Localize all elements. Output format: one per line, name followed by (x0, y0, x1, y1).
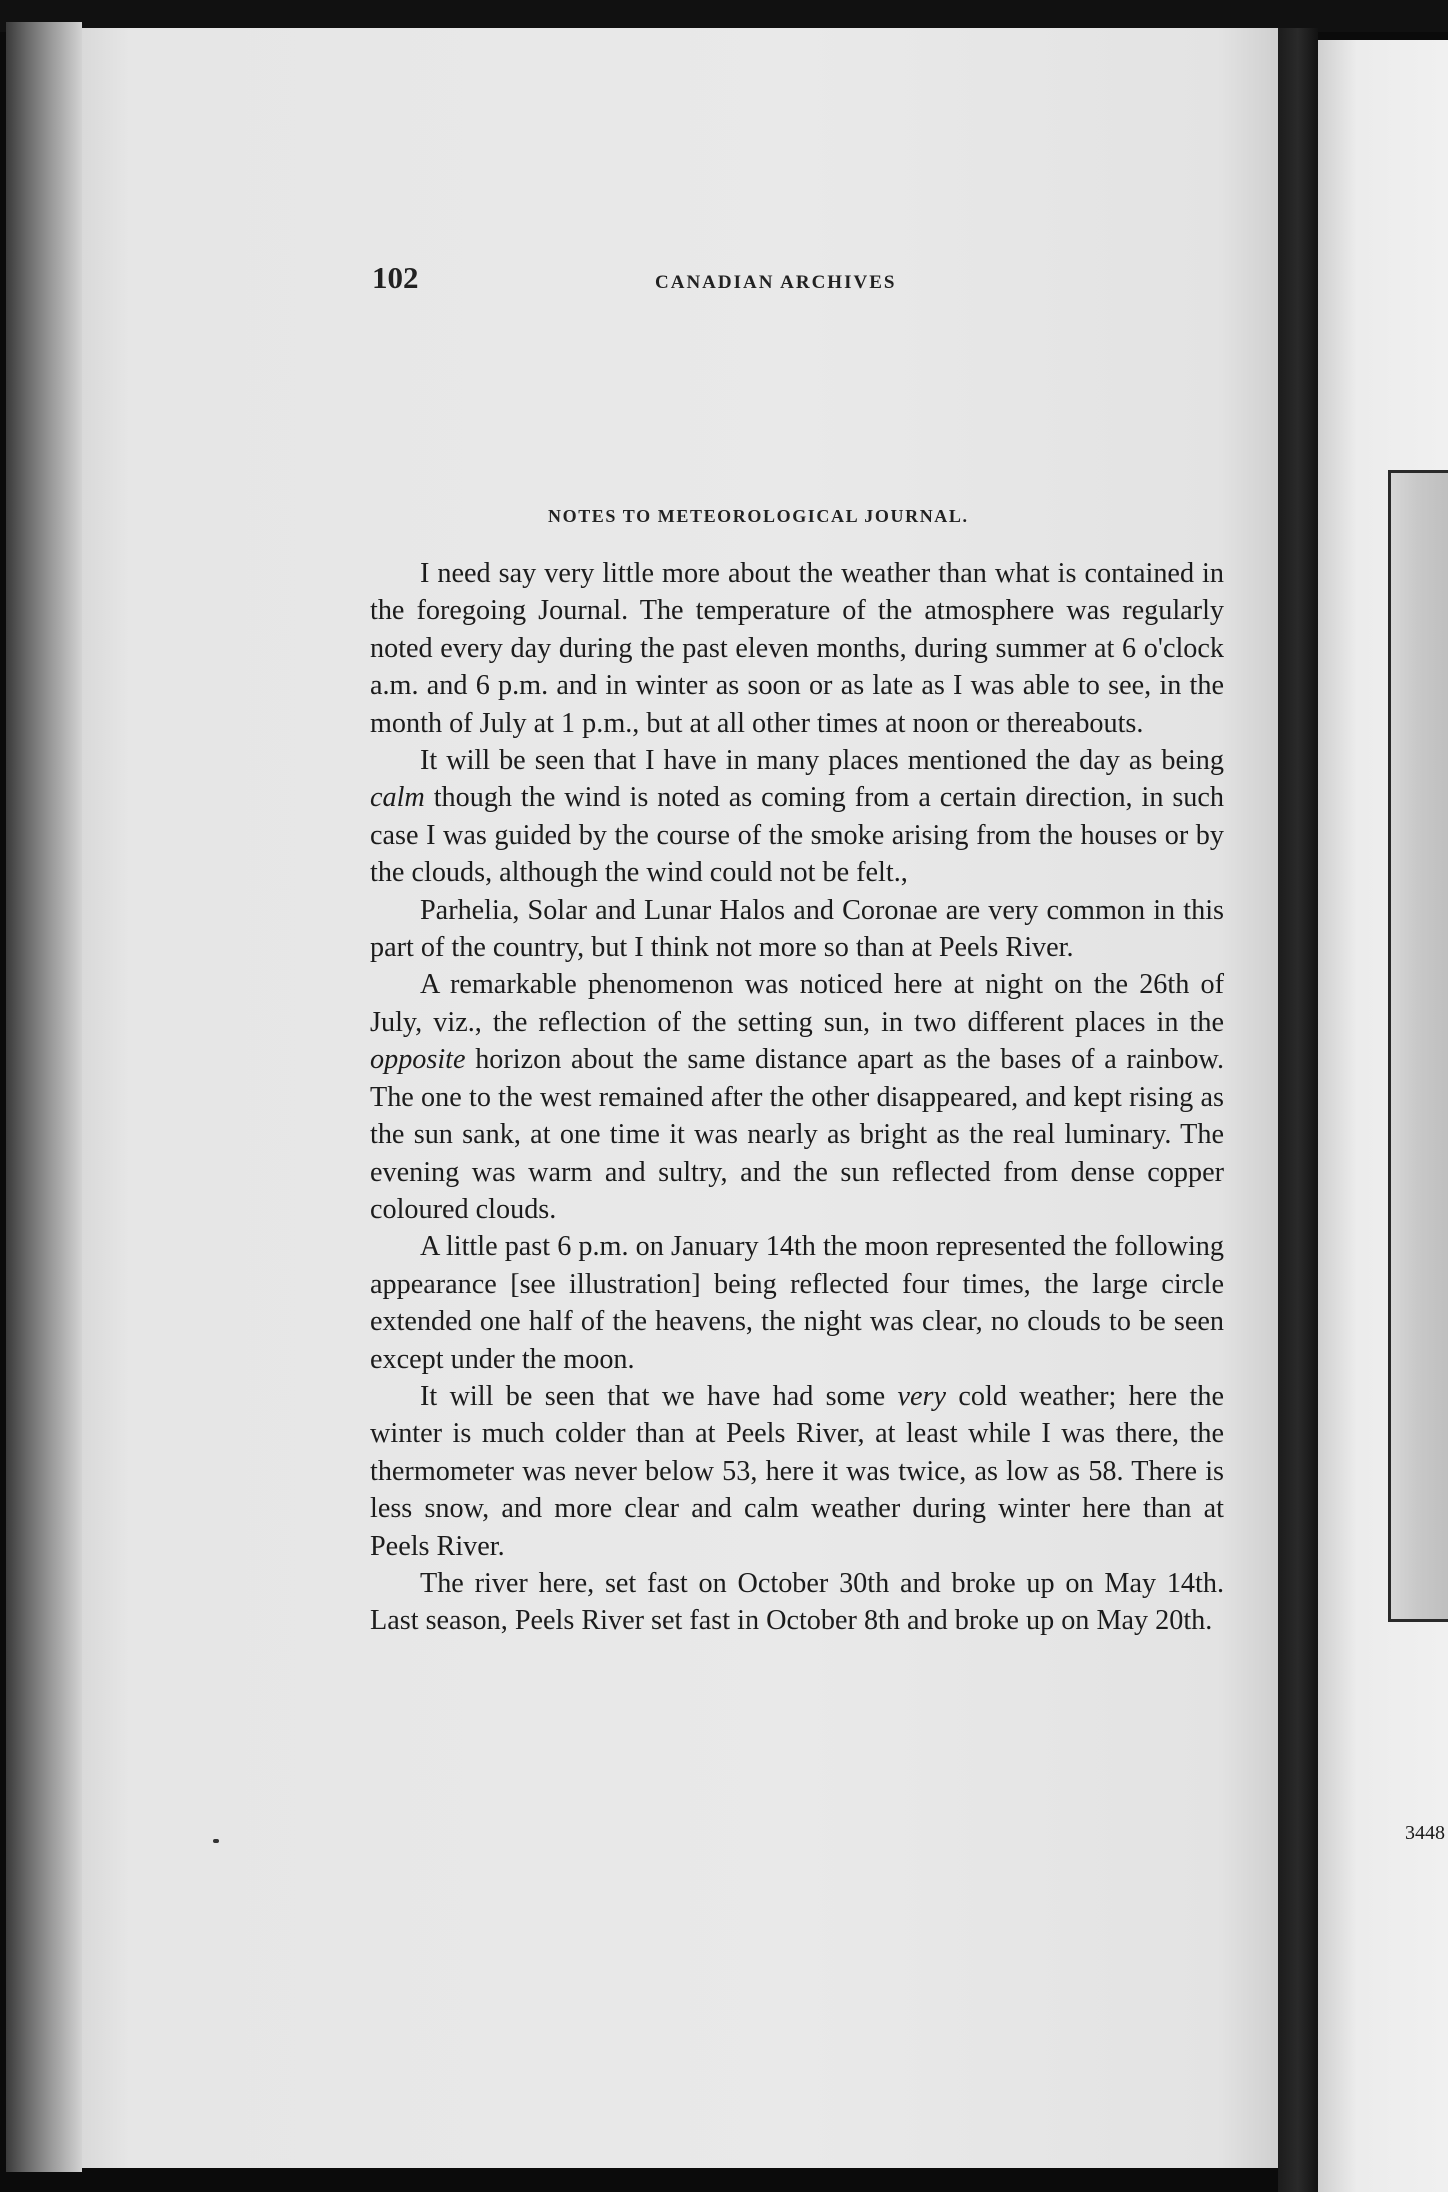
italic-run: calm (370, 782, 425, 814)
ink-speck (213, 1839, 219, 1843)
facing-page-plate (1388, 470, 1448, 1622)
body-paragraph (370, 1378, 1224, 1565)
body-paragraph (370, 555, 1224, 742)
body-paragraph (370, 742, 1224, 892)
text-run: It will be seen that I have in many places mentioned the day as being (420, 745, 1224, 777)
body-text (370, 555, 1224, 1640)
italic-run: opposite (370, 1044, 466, 1076)
text-run: cold weather; here the winter is much colder than at Peels River, at least while I was there, the thermometer was never below 53, here it was twice, as low as 58. There is less snow, and more clear and calm weather during winter here than at Peels River. (370, 1380, 1224, 1562)
page-number: 102 (372, 260, 419, 295)
text-run: I need say very little more about the weather than what is contained in the foregoing Journal. The temperature of the atmosphere was regularly noted every day during the past eleven months, during summer at 6 o'clock a.m. and 6 p.m. and in winter as soon or as late as I was able to see, in the month of July at 1 p.m., but at all other times at noon or thereabouts. (370, 558, 1224, 739)
body-paragraph (370, 1565, 1224, 1640)
running-header (372, 260, 1240, 300)
body-paragraph (370, 966, 1224, 1228)
text-run: A little past 6 p.m. on January 14th the moon represented the following appearance [see illustration] being reflected four times, the large circle extended one half of the heavens, the night was clear, no clouds to be seen except under the moon. (370, 1231, 1224, 1375)
section-heading: NOTES TO METEOROLOGICAL JOURNAL. (548, 506, 969, 526)
text-run: though the wind is noted as coming from a certain direction, in such case I was guided by the course of the smoke arising from the houses or by the clouds, although the wind could not be felt., (370, 782, 1224, 889)
text-run: A remarkable phenomenon was noticed here at night on the 26th of July, viz., the reflection of the setting sun, in two different places in the (370, 969, 1224, 1038)
italic-run: very (897, 1380, 947, 1412)
body-paragraph (370, 892, 1224, 967)
text-run: It will be seen that we have had some (420, 1380, 898, 1412)
running-title: CANADIAN ARCHIVES (655, 272, 897, 293)
text-run: Parhelia, Solar and Lunar Halos and Coronae are very common in this part of the country, but I think not more so than at Peels River. (370, 894, 1224, 964)
body-paragraph (370, 1228, 1224, 1378)
book-spine (6, 22, 82, 2172)
facing-page-plate-number: 3448 (1405, 1822, 1445, 1844)
text-run: The river here, set fast on October 30th and broke up on May 14th. Last season, Peels River set fast in October 8th and broke up on May 20th. (370, 1567, 1224, 1637)
text-run: horizon about the same distance apart as the bases of a rainbow. The one to the west remained after the other disappeared, and kept rising as the sun sank, at one time it was nearly as bright as the real luminary. The evening was warm and sultry, and the sun reflected from dense copper coloured clouds. (370, 1044, 1224, 1225)
book-gutter (1278, 28, 1318, 2192)
